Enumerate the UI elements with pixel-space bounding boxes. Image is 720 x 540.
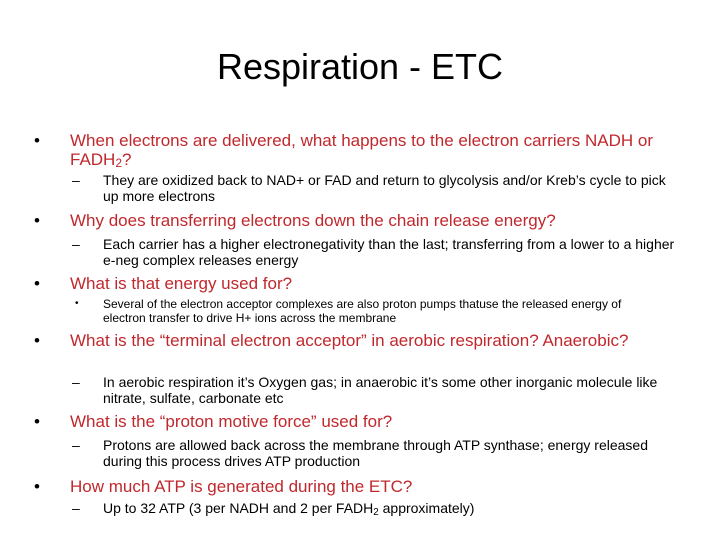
- answer-text: Each carrier has a higher electronegativity than the last; transferring from a lower to a higher e-neg complex releases energy: [103, 236, 675, 268]
- answer-text: Several of the electron acceptor complexes are also proton pumps thatuse the released energy of electron transfer to drive H+ ions across the membrane: [103, 297, 622, 325]
- question-text: What is that energy used for?: [70, 274, 293, 293]
- question-text: What is the “terminal electron acceptor” in aerobic respiration? Anaerobic?: [70, 331, 629, 350]
- dash-marker: –: [72, 500, 80, 516]
- dash-marker: –: [72, 374, 80, 390]
- question-text: Why does transferring electrons down the chain release energy?: [70, 211, 556, 230]
- bullet-dot: •: [34, 477, 40, 496]
- dash-marker: •: [75, 298, 79, 309]
- dash-marker: –: [72, 437, 80, 453]
- bullet-dot: •: [34, 211, 40, 230]
- answer-text: Protons are allowed back across the membrane through ATP synthase; energy released during this process drives ATP production: [103, 437, 649, 469]
- bullet-dot: •: [34, 331, 40, 350]
- slide-title: Respiration - ETC: [216, 46, 504, 87]
- question-text: What is the “proton motive force” used for?: [70, 412, 393, 431]
- answer-text: Up to 32 ATP (3 per NADH and 2 per $FADH_2$ approximately): [103, 500, 475, 518]
- answer-text: They are oxidized back to NAD+ or FAD and return to glycolysis and/or Kreb’s cycle to pick up more electrons: [103, 172, 666, 204]
- bullet-dot: •: [34, 274, 40, 293]
- answer-text: In aerobic respiration it’s Oxygen gas; in anaerobic it’s some other inorganic molecule like nitrate, sulfate, carbonate etc: [103, 374, 658, 406]
- dash-marker: –: [72, 172, 80, 188]
- bullet-dot: •: [34, 131, 40, 150]
- question-text: How much ATP is generated during the ETC?: [70, 477, 413, 496]
- dash-marker: –: [72, 236, 80, 252]
- question-text: When electrons are delivered, what happens to the electron carriers NADH or $FADH_2$?: [70, 131, 654, 170]
- bullet-dot: •: [34, 412, 40, 431]
